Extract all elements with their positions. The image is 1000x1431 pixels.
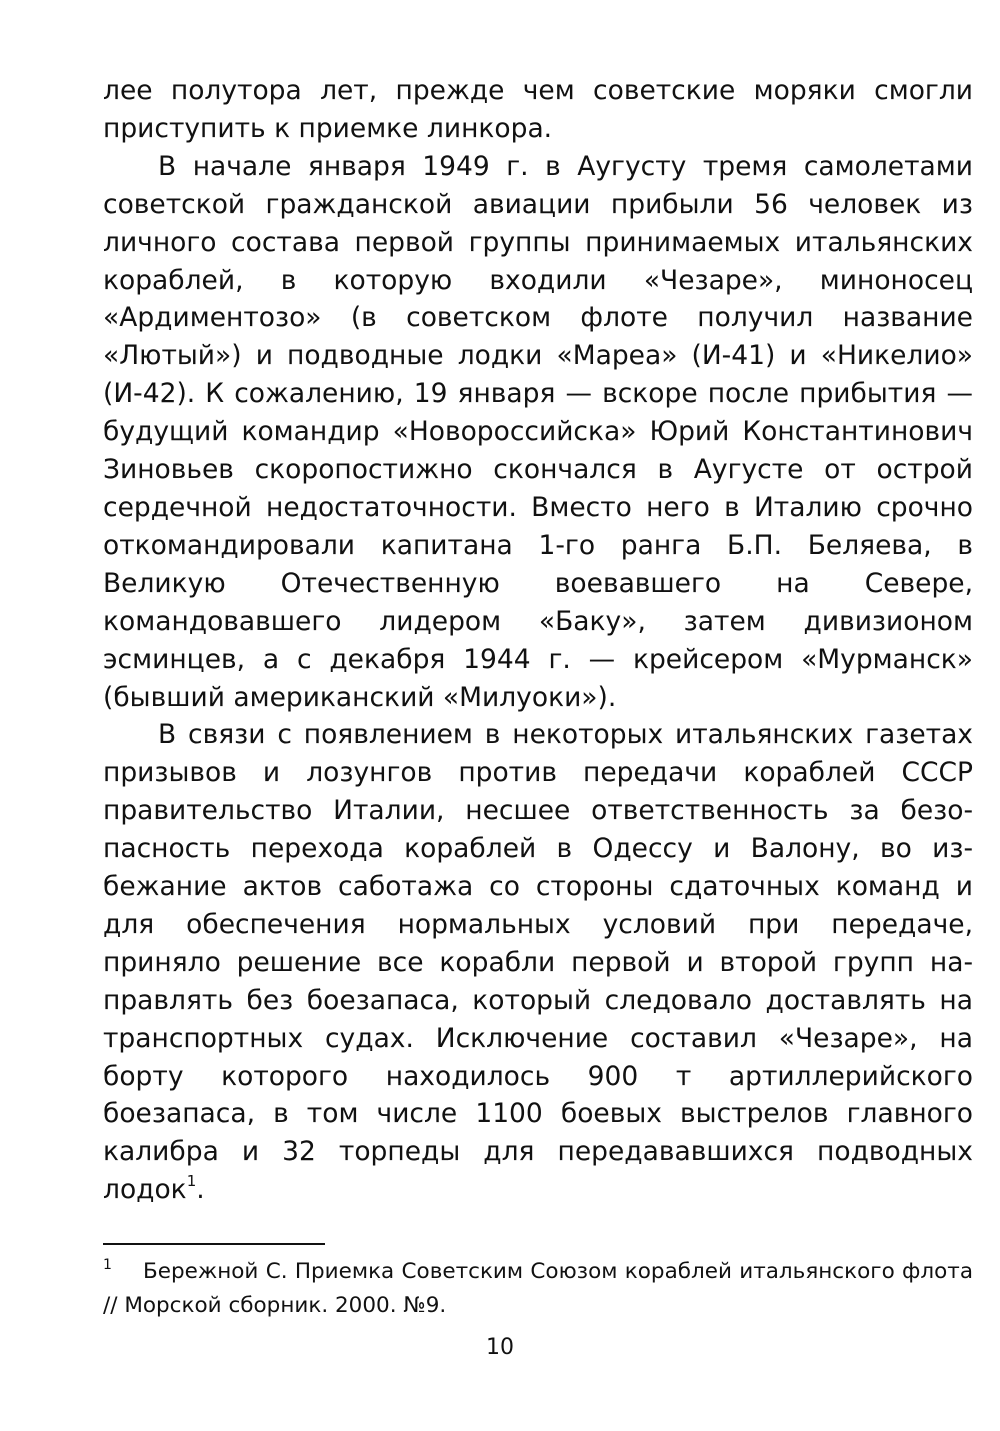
- page-number: 10: [486, 1335, 514, 1360]
- footnote-reference: 1: [186, 1172, 197, 1191]
- footnote: 1 Бережной С. Приемка Советским Союзом кораблей итальянского флота // Морской сборник. 2000. №9.: [103, 1257, 973, 1318]
- paragraph-ammunition: [103, 716, 973, 1209]
- paragraph-ammunition-text: В связи с появлением в некоторых итальянских газетах призывов и лозунгов против передачи кораблей СССР правительство Италии, несшее ответственность за безопасность перехода кораблей в Одессу и Валону, во избежание актов саботажа со стороны сдаточных команд и для обеспечения нормальных условий при передаче, приняло решение все корабли первой и второй групп направлять без боезапаса, который следовало доставлять на транспортных судах. Исключение составил «Чезаре», на борту которого находилось 900 т артиллерийского боезапаса, в том числе 1100 боевых выстрелов главного калибра и 32 торпеды для передававшихся подводных лодок: [103, 719, 973, 1206]
- page-body: [103, 72, 973, 1209]
- paragraph-arrival: В начале января 1949 г. в Аугусту тремя самолетами советской гражданской авиации прибыли 56 человек из личного состава первой группы принимаемых итальянских кораблей, в которую входили «Чезаре», миноносец «Ардиментозо» (в советском флоте получил название «Лютый») и подводные лодки «Мареа» (И-41) и «Никелио» (И-42). К сожалению, 19 января — вскоре после прибытия — будущий командир «Новороссийска» Юрий Константинович Зиновьев скоропостижно скончался в Аугусте от острой сердечной недостаточности. Вместо него в Италию срочно откомандировали капитана 1-го ранга Б.П. Беляева, в Великую Отечественную воевавшего на Севере, командовавшего лидером «Баку», затем дивизионом эсминцев, а с декабря 1944 г. — крейсером «Мурманск» (бывший американский «Милуоки»).: [103, 150, 973, 713]
- paragraph-ammunition-end: .: [196, 1174, 205, 1206]
- footnote-text: Бережной С. Приемка Советским Союзом кораблей итальянского флота // Морской сборник. 2000. №9.: [103, 1259, 973, 1318]
- paragraph-continued: лее полутора лет, прежде чем советские моряки смогли приступить к приемке линкора.: [103, 75, 973, 144]
- footnote-separator: [103, 1243, 325, 1245]
